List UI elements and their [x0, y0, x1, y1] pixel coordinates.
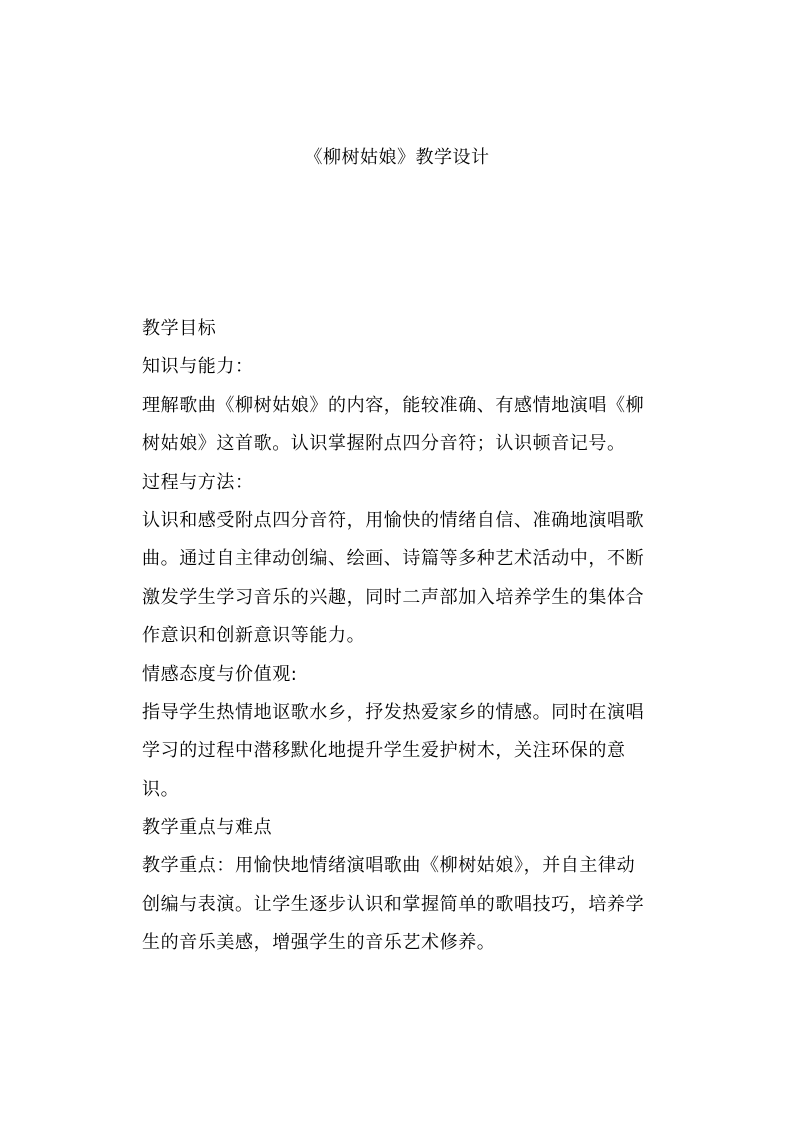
paragraph-line: 指导学生热情地讴歌水乡，抒发热爱家乡的情感。同时在演唱 — [142, 701, 645, 723]
paragraph-line: 教学重点：用愉快地情绪演唱歌曲《柳树姑娘》，并自主律动 — [142, 855, 636, 877]
paragraph-line: 学习的过程中潜移默化地提升学生爱护树木，关注环保的意 — [142, 740, 626, 762]
paragraph-line: 曲。通过自主律动创编、绘画、诗篇等多种艺术活动中，不断 — [142, 548, 645, 570]
paragraph-line: 作意识和创新意识等能力。 — [142, 625, 366, 647]
section-heading-teaching-goals: 教学目标 — [142, 318, 217, 339]
paragraph-line: 激发学生学习音乐的兴趣，同时二声部加入培养学生的集体合 — [142, 586, 645, 608]
subheading-process-method: 过程与方法： — [142, 471, 254, 493]
subheading-knowledge-ability: 知识与能力： — [142, 356, 254, 378]
document-title: 《柳树姑娘》教学设计 — [304, 147, 490, 168]
paragraph-line: 树姑娘》这首歌。认识掌握附点四分音符；认识顿音记号。 — [142, 433, 626, 455]
paragraph-line: 理解歌曲《柳树姑娘》的内容，能较准确、有感情地演唱《柳 — [142, 394, 645, 416]
section-heading-key-difficult-points: 教学重点与难点 — [142, 817, 273, 839]
subheading-emotion-values: 情感态度与价值观: — [142, 663, 298, 685]
paragraph-line: 生的音乐美感，增强学生的音乐艺术修养。 — [142, 932, 496, 954]
document-body — [142, 310, 662, 963]
paragraph-line: 识。 — [142, 778, 180, 800]
paragraph-line: 认识和感受附点四分音符，用愉快的情绪自信、准确地演唱歌 — [142, 509, 645, 531]
paragraph-line: 创编与表演。让学生逐步认识和掌握简单的歌唱技巧，培养学 — [142, 893, 645, 915]
